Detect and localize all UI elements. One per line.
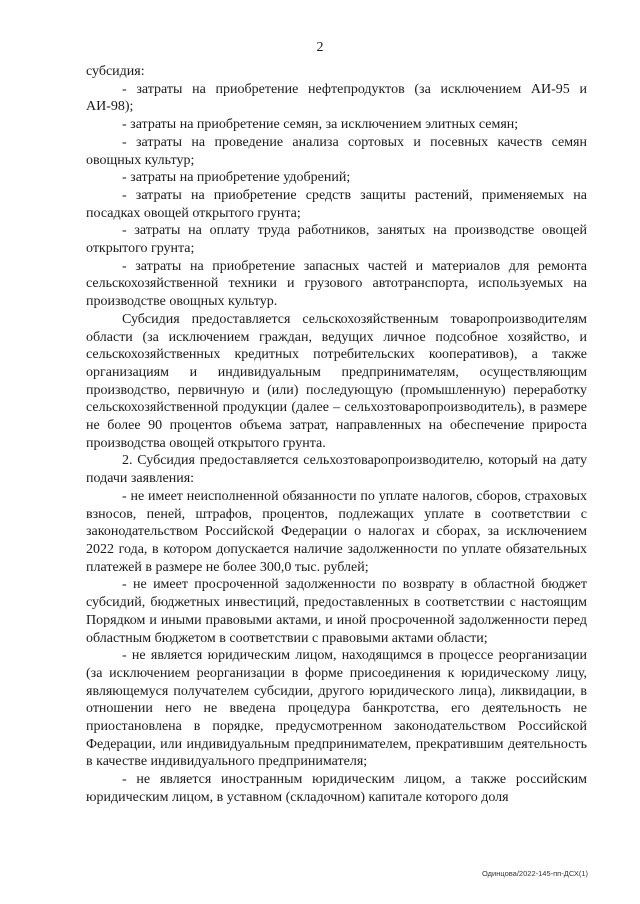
list-item-seed-costs: - затраты на приобретение семян, за исключением элитных семян;	[122, 117, 519, 133]
list-item-labor-costs: - затраты на оплату труда работников, занятых на производстве овощей открытого грунта;	[86, 223, 587, 257]
list-item-not-in-reorganization: - не является юридическим лицом, находящимся в процессе реорганизации (за исключением реорганизации в форме присоединения к юридическому лицу, являющемуся получателем субсидии, другого юридического лица), ликвидации, в отношении него не введена процедура банкротства, его деятельность не приостановлена в порядке, предусмотренном законодательством Российской Федерации, или индивидуальным предпринимателем, прекратившим деятельность в качестве индивидуального предпринимателя;	[86, 648, 587, 770]
page-number: 2	[316, 40, 324, 55]
document-footer-id: Одинцова/2022-145-пп-ДСХ(1)	[482, 869, 588, 878]
paragraph-subsidy-recipients: Субсидия предоставляется сельскохозяйственным товаропроизводителям области (за исключением граждан, ведущих личное подсобное хозяйство, и сельскохозяйственных кредитных потребительских кооперативов), а также организациям и индивидуальным предпринимателям, осуществляющим производство, первичную и (или) последующую (промышленную) переработку сельскохозяйственной продукции (далее – сельхозтоваропроизводитель), в размере не более 90 процентов объема затрат, направленных на обеспечение прироста производства овощей открытого грунта.	[86, 311, 587, 451]
document-body	[86, 63, 587, 807]
list-item-no-tax-debt: - не имеет неисполненной обязанности по уплате налогов, сборов, страховых взносов, пеней, штрафов, процентов, подлежащих уплате в соответствии с законодательством Российской Федерации о налогах и сборах, за исключением 2022 года, в котором допускается наличие задолженности по уплате обязательных платежей в размере не более 300,0 тыс. рублей;	[86, 488, 587, 575]
list-item-plant-protection-costs: - затраты на приобретение средств защиты растений, применяемых на посадках овощей открытого грунта;	[86, 187, 587, 221]
list-item-fertilizer-costs: - затраты на приобретение удобрений;	[122, 170, 351, 186]
list-item-fuel-costs: - затраты на приобретение нефтепродуктов (за исключением АИ-95 и АИ-98);	[86, 81, 587, 115]
paragraph-section-2: 2. Субсидия предоставляется сельхозтоваропроизводителю, который на дату подачи заявления:	[86, 453, 587, 487]
list-item-spare-parts-costs: - затраты на приобретение запасных частей и материалов для ремонта сельскохозяйственной техники и грузового автотранспорта, используемых на производстве овощных культур.	[86, 258, 587, 310]
paragraph-subsidy-intro: субсидия:	[86, 64, 145, 79]
list-item-not-foreign-entity: - не является иностранным юридическим лицом, а также российским юридическим лицом, в уставном (складочном) капитале которого доля	[86, 772, 587, 805]
list-item-no-budget-debt: - не имеет просроченной задолженности по возврату в областной бюджет субсидий, бюджетных инвестиций, предоставленных в соответствии с настоящим Порядком и иными правовыми актами, и иной просроченной задолженности перед областным бюджетом в соответствии с правовыми актами области;	[86, 577, 587, 646]
list-item-seed-analysis-costs: - затраты на проведение анализа сортовых и посевных качеств семян овощных культур;	[86, 134, 587, 168]
